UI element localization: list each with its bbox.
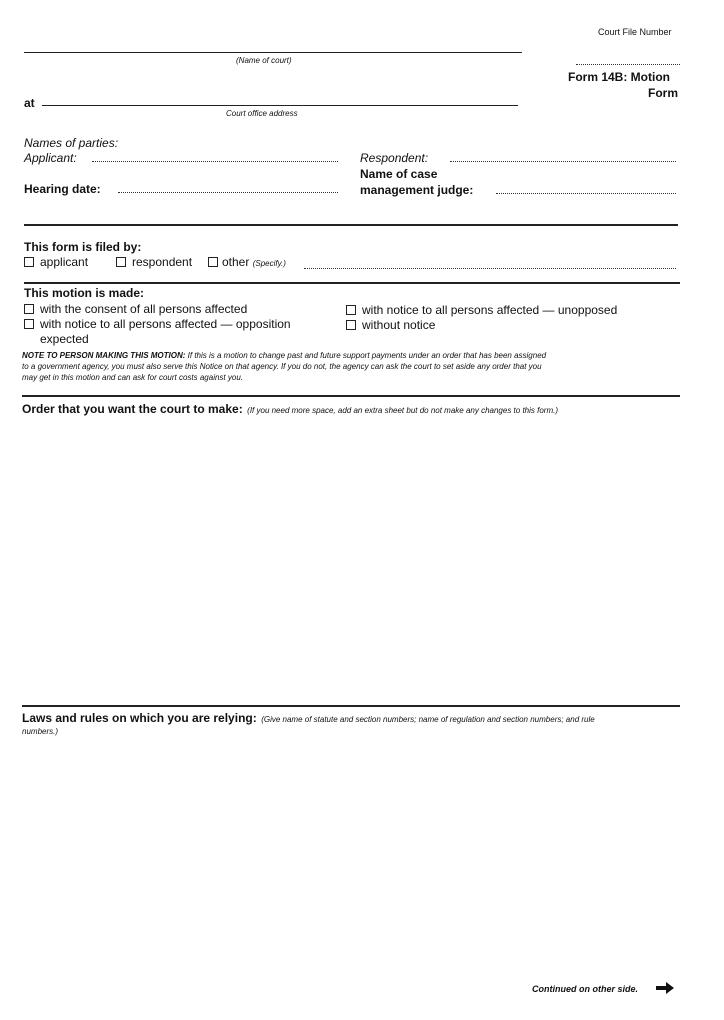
filed-by-applicant-label: applicant bbox=[40, 255, 89, 269]
name-of-court-caption: (Name of court) bbox=[236, 56, 292, 65]
opposition-checkbox[interactable] bbox=[24, 319, 34, 329]
names-of-parties-label: Names of parties: bbox=[24, 136, 119, 150]
motion-unopposed-option[interactable] bbox=[346, 303, 617, 317]
section-divider-4 bbox=[22, 705, 680, 707]
section-divider-2 bbox=[24, 282, 680, 284]
motion-opposition-label: with notice to all persons affected — opposition bbox=[40, 317, 291, 331]
filed-by-other-field[interactable] bbox=[304, 268, 676, 269]
motion-opposition-option[interactable] bbox=[24, 317, 291, 331]
laws-text-area[interactable] bbox=[22, 742, 680, 972]
form-title-line2: Form bbox=[648, 86, 678, 100]
filed-by-respondent-label: respondent bbox=[132, 255, 193, 269]
applicant-field[interactable] bbox=[92, 161, 338, 162]
unopposed-checkbox[interactable] bbox=[346, 305, 356, 315]
court-file-number-label: Court File Number bbox=[598, 27, 672, 37]
filed-by-heading: This form is filed by: bbox=[24, 240, 142, 254]
motion-without-notice-option[interactable] bbox=[346, 318, 435, 332]
continued-on-other-side: Continued on other side. bbox=[532, 984, 638, 994]
court-office-address-field[interactable] bbox=[42, 105, 518, 106]
filed-by-other-option[interactable] bbox=[208, 255, 286, 269]
applicant-label: Applicant: bbox=[24, 151, 77, 165]
court-office-address-caption: Court office address bbox=[226, 109, 298, 118]
filed-by-applicant-option[interactable] bbox=[24, 255, 88, 269]
motion-unopposed-label: with notice to all persons affected — unopposed bbox=[362, 303, 618, 317]
right-arrow-icon bbox=[656, 981, 674, 999]
respondent-label: Respondent: bbox=[360, 151, 429, 165]
laws-instruction-line2: numbers.) bbox=[22, 727, 59, 736]
hearing-date-label: Hearing date: bbox=[24, 182, 101, 196]
motion-consent-label: with the consent of all persons affected bbox=[40, 302, 248, 316]
case-judge-field[interactable] bbox=[496, 193, 676, 194]
motion-opposition-label-line2: expected bbox=[40, 332, 89, 346]
respondent-field[interactable] bbox=[450, 161, 676, 162]
section-divider-1 bbox=[24, 224, 678, 226]
case-judge-label-line1: Name of case bbox=[360, 167, 438, 181]
form-title-line1: Form 14B: Motion bbox=[568, 70, 670, 84]
laws-heading: Laws and rules on which you are relying: bbox=[22, 711, 257, 725]
filed-by-other-label: other bbox=[222, 255, 250, 269]
consent-checkbox[interactable] bbox=[24, 304, 34, 314]
note-line2: to a government agency, you must also serve this Notice on that agency. If you do not, the agency can ask the court to set aside any order that you bbox=[22, 362, 542, 371]
filed-by-specify-caption: (Specify.) bbox=[252, 259, 286, 268]
motion-consent-option[interactable] bbox=[24, 302, 247, 316]
order-section-header bbox=[22, 400, 558, 418]
motion-heading: This motion is made: bbox=[24, 286, 145, 300]
case-judge-label-line2: management judge: bbox=[360, 183, 474, 197]
laws-section-header bbox=[22, 709, 595, 727]
laws-instruction-line1: (Give name of statute and section numbers; name of regulation and section numbers; and rule bbox=[261, 715, 595, 724]
motion-without-notice-label: without notice bbox=[362, 318, 436, 332]
order-instruction: (If you need more space, add an extra sheet but do not make any changes to this form.) bbox=[247, 406, 558, 415]
order-text-area[interactable] bbox=[22, 420, 680, 700]
at-label: at bbox=[24, 96, 35, 110]
court-file-number-field[interactable] bbox=[576, 64, 680, 65]
motion-note bbox=[22, 350, 682, 383]
order-heading: Order that you want the court to make: bbox=[22, 402, 243, 416]
applicant-checkbox[interactable] bbox=[24, 257, 34, 267]
filed-by-respondent-option[interactable] bbox=[116, 255, 192, 269]
other-checkbox[interactable] bbox=[208, 257, 218, 267]
without-notice-checkbox[interactable] bbox=[346, 320, 356, 330]
name-of-court-field[interactable] bbox=[24, 52, 522, 53]
section-divider-3 bbox=[22, 395, 680, 397]
respondent-checkbox[interactable] bbox=[116, 257, 126, 267]
hearing-date-field[interactable] bbox=[118, 192, 338, 193]
note-line3: may get in this motion and can ask for court costs against you. bbox=[22, 373, 243, 382]
note-line1: If this is a motion to change past and future support payments under an order that has been assigned bbox=[187, 351, 547, 360]
note-label: NOTE TO PERSON MAKING THIS MOTION: bbox=[22, 351, 186, 360]
